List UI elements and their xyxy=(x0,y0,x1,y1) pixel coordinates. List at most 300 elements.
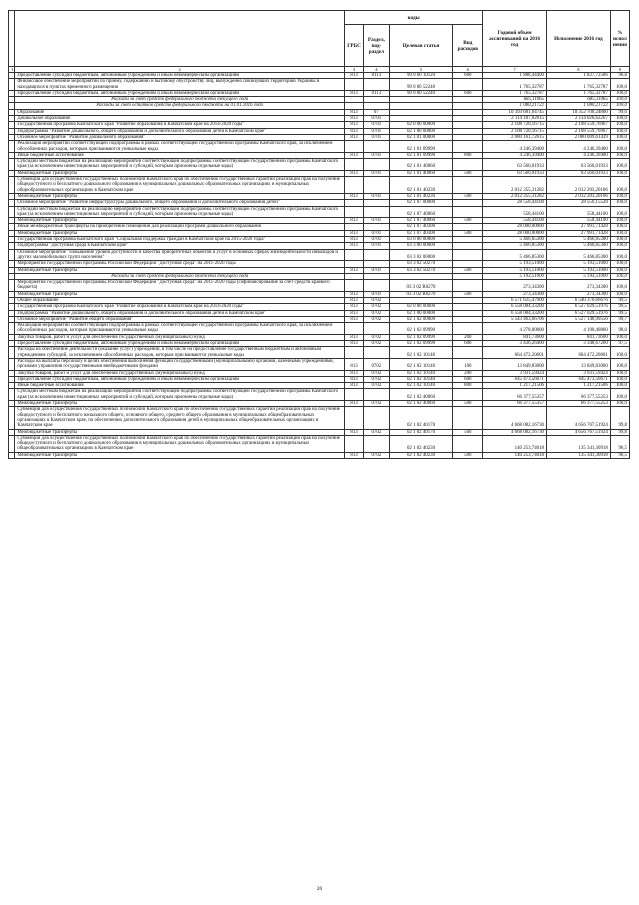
row-plan: 66 377,55357 xyxy=(483,389,547,401)
col-number: 1 xyxy=(9,67,15,73)
row-name: Предоставление субсидий бюджетным, автономным учреждениям и иным некоммерческим организациям xyxy=(15,376,345,382)
row-name: Иные бюджетные ассигнования xyxy=(15,383,345,389)
row-name: Реализация мероприятий соответствующей подпрограммы в рамках соответствующей государственной программы Камчатского края, за исключением обособленных расходов, которым присваиваются уникальные коды xyxy=(15,141,345,153)
table-header xyxy=(9,11,630,73)
row-section: 0113 xyxy=(364,73,390,79)
row-execution: 4 246,39400 xyxy=(547,141,611,153)
row-plan: 664 472,20601 xyxy=(483,347,547,359)
row-section xyxy=(364,249,390,261)
row-expense-type xyxy=(453,249,483,261)
table-body xyxy=(9,73,630,459)
row-percent: 99,5 xyxy=(610,310,629,316)
row-name: Межбюджетные трансферты xyxy=(15,429,345,435)
row-percent: 99,8 xyxy=(610,429,629,435)
row-section: 0702 xyxy=(364,358,390,370)
row-execution: 558,44100 xyxy=(547,206,611,218)
row-execution: 273,34300 xyxy=(547,280,611,292)
row-grbs xyxy=(344,435,363,452)
row-name: Субвенции для осуществления государственных полномочий Камчатского края по обеспечению государственных гарантий реализации прав на получение общедоступного и бесплатного дошкольного образования в муниципальных дошкольных образовательных организациях и муниципальных общеобразовательных организациях в Камчатском крае xyxy=(15,435,345,452)
row-section: 0701 xyxy=(364,243,390,249)
col-number: 6 xyxy=(453,67,483,73)
row-percent: 100,0 xyxy=(610,383,629,389)
row-plan: 6 571 625,47900 xyxy=(483,297,547,303)
table-row xyxy=(9,389,630,401)
row-execution: 2 114 026,62267 xyxy=(547,116,611,122)
row-section: 0701 xyxy=(364,267,390,273)
row-execution: 841,73600 xyxy=(547,334,611,340)
row-section xyxy=(364,347,390,359)
row-plan: 6 558 084,33200 xyxy=(483,304,547,310)
row-expense-type xyxy=(453,435,483,452)
row-grbs: 813 xyxy=(344,316,363,322)
row-name: Межбюджетные трансферты xyxy=(15,401,345,407)
row-expense-type: 600 xyxy=(453,376,483,382)
row-target-article: 02 1 01 40060 xyxy=(389,170,453,176)
row-execution: 13 849,83000 xyxy=(547,358,611,370)
row-plan: 4 668 082,16730 xyxy=(483,407,547,429)
row-execution: 2 012 203,20106 xyxy=(547,193,611,199)
row-grbs: 813 xyxy=(344,230,363,236)
row-grbs: 813 xyxy=(344,237,363,243)
table-row xyxy=(9,249,630,261)
table-row xyxy=(9,141,630,153)
row-plan: 5 466,85300 xyxy=(483,249,547,261)
row-section: 0701 xyxy=(364,291,390,297)
row-name: Межбюджетные трансферты xyxy=(15,291,345,297)
row-plan: 5 543 463,66706 xyxy=(483,316,547,322)
row-grbs: 813 xyxy=(344,401,363,407)
row-name: Расходы за счет остатков средств федерального бюджета на 01.01.2016 года xyxy=(15,103,345,109)
row-target-article: 02 1 02 40230 xyxy=(389,452,453,458)
row-section: 0702 xyxy=(364,401,390,407)
row-target-article: 02 1 02 10140 xyxy=(389,376,453,382)
table-row xyxy=(9,206,630,218)
row-target-article: 02 1 02 09990 xyxy=(389,341,453,347)
row-execution: 5 466,85300 xyxy=(547,237,611,243)
row-execution: 4 656 767,51924 xyxy=(547,429,611,435)
row-name: Закупка товаров, работ и услуг для обеспечения государственных (муниципальных) нужд xyxy=(15,370,345,376)
row-grbs: 813 xyxy=(344,297,363,303)
row-plan: 2 012 355,31282 xyxy=(483,193,547,199)
row-plan: 140 253,74018 xyxy=(483,452,547,458)
row-grbs xyxy=(344,389,363,401)
row-expense-type: 500 xyxy=(453,291,483,297)
row-name: Подпрограмма "Развитие дошкольного, общего образования и дополнительного образования детей в Камчатском крае" xyxy=(15,128,345,134)
row-target-article: 02 1 02 40060 xyxy=(389,401,453,407)
row-execution: 685,11065 xyxy=(547,97,611,103)
row-target-article: 03 3 02 50270 xyxy=(389,267,453,273)
header-plan: Годовой объем ассигнований на 2016 год xyxy=(483,11,547,67)
row-target-article: 02 1 01 40230 xyxy=(389,193,453,199)
row-plan: 558,44100 xyxy=(483,218,547,224)
row-percent: 96,5 xyxy=(610,452,629,458)
table-row xyxy=(9,323,630,335)
row-expense-type xyxy=(453,347,483,359)
row-name: Межбюджетные трансферты xyxy=(15,452,345,458)
row-plan: 4 278,00000 xyxy=(483,323,547,335)
budget-execution-table xyxy=(8,10,630,459)
row-expense-type: 600 xyxy=(453,90,483,96)
row-percent: 100,0 xyxy=(610,267,629,273)
row-target-article: 99 0 00 52240 xyxy=(389,79,453,91)
row-target-article: 02 1 02 10140 xyxy=(389,358,453,370)
row-expense-type: 600 xyxy=(453,341,483,347)
row-name: Иные бюджетные ассигнования xyxy=(15,152,345,158)
row-percent: 100,0 xyxy=(610,122,629,128)
row-execution: 5 193,51000 xyxy=(547,273,611,279)
row-target-article: 03 0 00 00000 xyxy=(389,237,453,243)
row-execution: 1 765,32787 xyxy=(547,79,611,91)
row-grbs: 813 xyxy=(344,152,363,158)
row-grbs xyxy=(344,280,363,292)
row-percent: 100,0 xyxy=(610,370,629,376)
col-number: 3 xyxy=(344,67,363,73)
row-target-article: 02 1 02 40170 xyxy=(389,429,453,435)
row-percent: 100,0 xyxy=(610,237,629,243)
row-name: Межбюджетные трансферты xyxy=(15,218,345,224)
row-plan: 4 246,39400 xyxy=(483,141,547,153)
header-execution: Исполнение 2016 год xyxy=(547,11,611,67)
row-percent: 100,0 xyxy=(610,90,629,96)
row-percent: 99,5 xyxy=(610,297,629,303)
row-grbs: 813 xyxy=(344,73,363,79)
row-percent: 100,0 xyxy=(610,128,629,134)
row-target-article: 03 3 02 R0270 xyxy=(389,280,453,292)
row-section xyxy=(364,435,390,452)
row-percent: 99,5 xyxy=(610,304,629,310)
row-target-article: 02 1 02 40230 xyxy=(389,435,453,452)
row-execution: 1 827,72586 xyxy=(547,73,611,79)
row-plan: 2 012 355,31282 xyxy=(483,177,547,194)
row-grbs xyxy=(344,206,363,218)
row-plan: 645 473,56671 xyxy=(483,376,547,382)
row-target-article: 02 1 01 09990 xyxy=(389,152,453,158)
row-plan: 5 193,51000 xyxy=(483,261,547,267)
row-execution: 135 341,30918 xyxy=(547,452,611,458)
row-grbs xyxy=(344,407,363,429)
row-expense-type: 200 xyxy=(453,370,483,376)
row-name: Подпрограмма "Развитие дошкольного, общего образования и дополнительного образования детей в Камчатском крае" xyxy=(15,310,345,316)
row-percent: 100,0 xyxy=(610,243,629,249)
row-expense-type xyxy=(453,206,483,218)
row-name: Субсидии местным бюджетам на реализацию мероприятий соответствующей подпрограммы соответствующей государственной программы Камчатского края (за исключением инвестиционных мероприятий и субсидий, которым присвоены отдельные коды) xyxy=(15,159,345,171)
row-target-article: 02 1 01 00000 xyxy=(389,134,453,140)
row-section: 0702 xyxy=(364,341,390,347)
row-section: 0702 xyxy=(364,383,390,389)
row-expense-type xyxy=(453,323,483,335)
row-grbs: 813 xyxy=(344,116,363,122)
row-plan: 28 558,44100 xyxy=(483,200,547,206)
row-percent: 100,0 xyxy=(610,193,629,199)
row-name: Межбюджетные трансферты xyxy=(15,170,345,176)
row-expense-type: 500 xyxy=(453,170,483,176)
row-name: Расходы на обеспечение деятельности (оказание услуг) учреждений, в том числе на предоставление государственным бюджетным и автономным учреждениям субсидий, за исключением обособленных расходов, которым присваиваются уникальные коды xyxy=(15,347,345,359)
row-expense-type xyxy=(453,159,483,171)
row-percent: 96,5 xyxy=(610,435,629,452)
col-number: 5 xyxy=(389,67,453,73)
header-target-article: Целевая статья xyxy=(389,25,453,67)
row-percent: 100,0 xyxy=(610,152,629,158)
row-plan: 63 560,01933 xyxy=(483,159,547,171)
row-name: Предоставление субсидий бюджетным, автономным учреждениям и иным некоммерческим организациям xyxy=(15,73,345,79)
col-number: 9 xyxy=(610,67,629,73)
row-percent: 100,0 xyxy=(610,134,629,140)
row-expense-type xyxy=(453,407,483,429)
row-grbs: 813 xyxy=(344,341,363,347)
budget-table-sheet xyxy=(8,10,630,459)
row-name: Межбюджетные трансферты xyxy=(15,267,345,273)
row-execution: 664 472,20601 xyxy=(547,347,611,359)
row-execution: 1 080,21722 xyxy=(547,103,611,109)
row-grbs: 813 xyxy=(344,90,363,96)
row-grbs xyxy=(344,347,363,359)
row-target-article: 02 1 07 40060 xyxy=(389,206,453,218)
row-plan: 4 668 082,16730 xyxy=(483,429,547,435)
row-execution: 6 540 370,66676 xyxy=(547,297,611,303)
row-grbs xyxy=(344,141,363,153)
row-percent: 99,8 xyxy=(610,407,629,429)
row-target-article: 03 3 02 50270 xyxy=(389,261,453,267)
row-target-article: 03 3 02 R0270 xyxy=(389,291,453,297)
row-plan: 3 436,26400 xyxy=(483,341,547,347)
row-grbs: 813 xyxy=(344,370,363,376)
row-section: 0701 xyxy=(364,116,390,122)
table-row xyxy=(9,452,630,458)
row-name: Общее образование xyxy=(15,297,345,303)
row-name: Предоставление субсидий бюджетным, автономным учреждениям и иным некоммерческим организациям xyxy=(15,90,345,96)
row-target-article: 02 1 02 10140 xyxy=(389,383,453,389)
row-percent: 99,6 xyxy=(610,109,629,115)
row-section: 0701 xyxy=(364,230,390,236)
row-section: 0702 xyxy=(364,334,390,340)
row-target-article: 02 1 07 40300 xyxy=(389,224,453,230)
row-grbs: 813 xyxy=(344,218,363,224)
row-grbs: 813 xyxy=(344,291,363,297)
row-target-article: 02 1 00 00000 xyxy=(389,310,453,316)
row-target-article: 02 1 01 40060 xyxy=(389,159,453,171)
table-row xyxy=(9,435,630,452)
row-percent: 100,0 xyxy=(610,116,629,122)
row-plan: 4 246,39400 xyxy=(483,152,547,158)
row-section: 0702 xyxy=(364,316,390,322)
row-plan: 685,11065 xyxy=(483,97,547,103)
row-execution: 5 527 148,99556 xyxy=(547,316,611,322)
row-target-article: 02 1 02 09990 xyxy=(389,334,453,340)
row-percent: 100,0 xyxy=(610,159,629,171)
row-section xyxy=(364,407,390,429)
row-grbs: 813 xyxy=(344,376,363,382)
row-expense-type: 500 xyxy=(453,401,483,407)
row-plan: 63 560,01933 xyxy=(483,170,547,176)
table-row xyxy=(9,347,630,359)
row-execution: 5 193,51000 xyxy=(547,267,611,273)
row-section: 0701 xyxy=(364,134,390,140)
row-percent: 100,0 xyxy=(610,261,629,267)
row-name: Мероприятия государственной программы Российской Федерации "Доступная среда" на 2011-2020 годы (софинансирование за счет средств краевого бюджета) xyxy=(15,280,345,292)
row-name: Основное мероприятие "Развитие общего образования" xyxy=(15,316,345,322)
row-grbs xyxy=(344,159,363,171)
row-target-article: 02 1 02 00000 xyxy=(389,316,453,322)
row-expense-type: 500 xyxy=(453,218,483,224)
row-execution: 10 352 700,24800 xyxy=(547,109,611,115)
row-plan: 3 931,59424 xyxy=(483,370,547,376)
row-percent: 100,0 xyxy=(610,218,629,224)
row-name: Основное мероприятие "Развитие инфраструктуры дошкольного, общего образования и дополнительного образования детей" xyxy=(15,200,345,206)
row-section: 0701 xyxy=(364,122,390,128)
row-percent: 100,0 xyxy=(610,273,629,279)
row-percent: 99,7 xyxy=(610,316,629,322)
row-execution: 66 377,55253 xyxy=(547,389,611,401)
row-expense-type xyxy=(453,280,483,292)
row-grbs: 813 xyxy=(344,310,363,316)
row-percent: 100,0 xyxy=(610,401,629,407)
row-execution: 558,44100 xyxy=(547,218,611,224)
row-percent: 100,0 xyxy=(610,103,629,109)
row-section xyxy=(364,79,390,91)
row-percent: 96,8 xyxy=(610,73,629,79)
row-name: Межбюджетные трансферты xyxy=(15,230,345,236)
row-grbs xyxy=(344,177,363,194)
row-percent: 100,0 xyxy=(610,347,629,359)
row-section xyxy=(364,159,390,171)
row-grbs xyxy=(344,79,363,91)
row-section xyxy=(364,177,390,194)
row-name: Иные межбюджетные трансферты на приобретение помещений для реализации программ дошкольного образования xyxy=(15,224,345,230)
row-percent: 98,0 xyxy=(610,323,629,335)
row-plan: 2 080 161,72615 xyxy=(483,134,547,140)
row-target-article: 02 0 00 00000 xyxy=(389,122,453,128)
row-target-article: 03 3 02 00000 xyxy=(389,249,453,261)
table-row xyxy=(9,79,630,91)
row-plan: 273,34300 xyxy=(483,291,547,297)
row-execution: 5 193,51000 xyxy=(547,261,611,267)
row-percent: 100,0 xyxy=(610,249,629,261)
row-execution: 27 991,71428 xyxy=(547,224,611,230)
row-target-article: 02 1 07 40060 xyxy=(389,218,453,224)
row-name: Государственная программа Камчатского края "Социальная поддержка граждан в Камчатском крае на 2015-2020 годы" xyxy=(15,237,345,243)
row-execution: 1 217,21506 xyxy=(547,383,611,389)
row-name: Мероприятия государственной программы Российской Федерации "Доступная среда" на 2011-2020 годы xyxy=(15,261,345,267)
row-expense-type: 500 xyxy=(453,452,483,458)
row-execution: 63 560,01933 xyxy=(547,170,611,176)
row-grbs: 813 xyxy=(344,429,363,435)
row-section xyxy=(364,280,390,292)
row-name: Основное мероприятие "Развитие дошкольного образования" xyxy=(15,134,345,140)
row-section: 07 xyxy=(364,109,390,115)
row-section: 0702 xyxy=(364,370,390,376)
col-number: 2 xyxy=(15,67,345,73)
row-grbs xyxy=(344,249,363,261)
row-target-article: 03 3 00 00000 xyxy=(389,243,453,249)
row-execution: 2 012 203,20106 xyxy=(547,177,611,194)
row-section: 0702 xyxy=(364,452,390,458)
row-target-article: 02 1 00 00000 xyxy=(389,128,453,134)
row-grbs: 813 xyxy=(344,383,363,389)
row-name: Субсидии местным бюджетам на реализацию мероприятий соответствующей подпрограммы соответствующей государственной программы Камчатского края (за исключением инвестиционных мероприятий и субсидий, которым присвоены отдельные коды) xyxy=(15,389,345,401)
row-expense-type: 600 xyxy=(453,73,483,79)
row-percent: 100,0 xyxy=(610,358,629,370)
row-name: Субвенции для осуществления государственных полномочий Камчатского края по обеспечению государственных гарантий реализации прав на получение общедоступного и бесплатного дошкольного образования в муниципальных дошкольных образовательных организациях и муниципальных общеобразовательных организациях в Камчатском крае xyxy=(15,177,345,194)
row-grbs: 813 xyxy=(344,134,363,140)
row-name: Дошкольное образование xyxy=(15,116,345,122)
row-plan: 1 080,21722 xyxy=(483,103,547,109)
row-target-article: 02 1 02 40170 xyxy=(389,407,453,429)
row-target-article: 02 1 07 00000 xyxy=(389,200,453,206)
row-section: 0701 xyxy=(364,237,390,243)
header-cell-name xyxy=(15,11,345,67)
row-expense-type: 500 xyxy=(453,267,483,273)
col-number: 4 xyxy=(364,67,390,73)
row-execution: 3 348,67260 xyxy=(547,341,611,347)
row-name: Финансовое обеспечение мероприятий по приему, содержанию и бытовому обустройству лиц, вынужденно покинувших территорию Украины и находящихся в пунктах временного размещения xyxy=(15,79,345,91)
row-percent: 100,0 xyxy=(610,170,629,176)
row-name: Межбюджетные трансферты xyxy=(15,193,345,199)
row-grbs: 813 xyxy=(344,128,363,134)
row-grbs: 813 xyxy=(344,452,363,458)
row-plan: 841,73600 xyxy=(483,334,547,340)
row-grbs: 813 xyxy=(344,109,363,115)
row-percent: 100,0 xyxy=(610,291,629,297)
header-percent: % испол нения xyxy=(610,11,629,67)
row-name: Субвенции для осуществления государственных полномочий Камчатского края по обеспечению государственных гарантий реализации прав на получение общедоступного и бесплатного начального общего, основного общего, среднего общего образования в муниципальных общеобразовательных организациях в Камчатском крае, по обеспечению дополнительного образования детей в муниципальных общеобразовательных организациях в Камчатском крае xyxy=(15,407,345,429)
row-plan: 5 193,51000 xyxy=(483,267,547,273)
row-plan: 10 393 681,64745 xyxy=(483,109,547,115)
row-name: Расходы за счет средств федерального бюджета текущего года xyxy=(15,97,345,103)
header-codes: коды xyxy=(344,11,482,25)
row-name: Расходы на выплаты персоналу в целях обеспечения выполнения функций государственными (муниципальными) органами, казенными учреждениями, органами управления государственными внебюджетными фондами xyxy=(15,358,345,370)
row-execution: 2 108 559,76967 xyxy=(547,128,611,134)
row-execution: 1 765,32787 xyxy=(547,90,611,96)
row-target-article: 02 1 02 40060 xyxy=(389,389,453,401)
row-percent: 100,0 xyxy=(610,230,629,236)
row-name: Основное мероприятие "Повышение уровня доступности и качества приоритетных объектов и услуг в основных сферах жизнедеятельности инвалидов и других маломобильных групп населения" xyxy=(15,249,345,261)
row-plan: 273,34300 xyxy=(483,280,547,292)
row-execution: 63 560,01933 xyxy=(547,159,611,171)
row-execution: 2 080 009,61439 xyxy=(547,134,611,140)
row-section: 0702 xyxy=(364,310,390,316)
row-name: Реализация мероприятий соответствующей подпрограммы в рамках соответствующей государственной программы Камчатского края, за исключением обособленных расходов, которым присваиваются уникальные коды xyxy=(15,323,345,335)
row-grbs: 813 xyxy=(344,267,363,273)
row-name: Образование xyxy=(15,109,345,115)
row-percent: 100,0 xyxy=(610,280,629,292)
row-target-article: 02 1 02 09990 xyxy=(389,323,453,335)
row-section: 0701 xyxy=(364,193,390,199)
row-name: Расходы за счет средств федерального бюджета текущего года xyxy=(15,273,345,279)
row-target-article: 99 0 00 10120 xyxy=(389,73,453,79)
row-plan: 2 114 187,02015 xyxy=(483,116,547,122)
row-plan: 140 253,74018 xyxy=(483,435,547,452)
row-section xyxy=(364,141,390,153)
row-expense-type: 800 xyxy=(453,152,483,158)
row-plan: 1 217,21506 xyxy=(483,383,547,389)
table-row xyxy=(9,407,630,429)
row-plan: 6 558 084,33200 xyxy=(483,310,547,316)
row-execution: 6 527 029,51976 xyxy=(547,304,611,310)
row-execution: 6 527 029,51976 xyxy=(547,310,611,316)
row-percent: 100,0 xyxy=(610,224,629,230)
row-percent: 100,0 xyxy=(610,376,629,382)
row-section: 0701 xyxy=(364,218,390,224)
row-target-article: 02 1 01 09990 xyxy=(389,141,453,153)
row-execution: 28 550,15528 xyxy=(547,200,611,206)
table-row xyxy=(9,177,630,194)
row-percent: 100,0 xyxy=(610,97,629,103)
row-target-article: 02 1 07 40300 xyxy=(389,230,453,236)
row-grbs: 813 xyxy=(344,334,363,340)
row-expense-type xyxy=(453,177,483,194)
row-execution: 273,34300 xyxy=(547,291,611,297)
table-row xyxy=(9,159,630,171)
